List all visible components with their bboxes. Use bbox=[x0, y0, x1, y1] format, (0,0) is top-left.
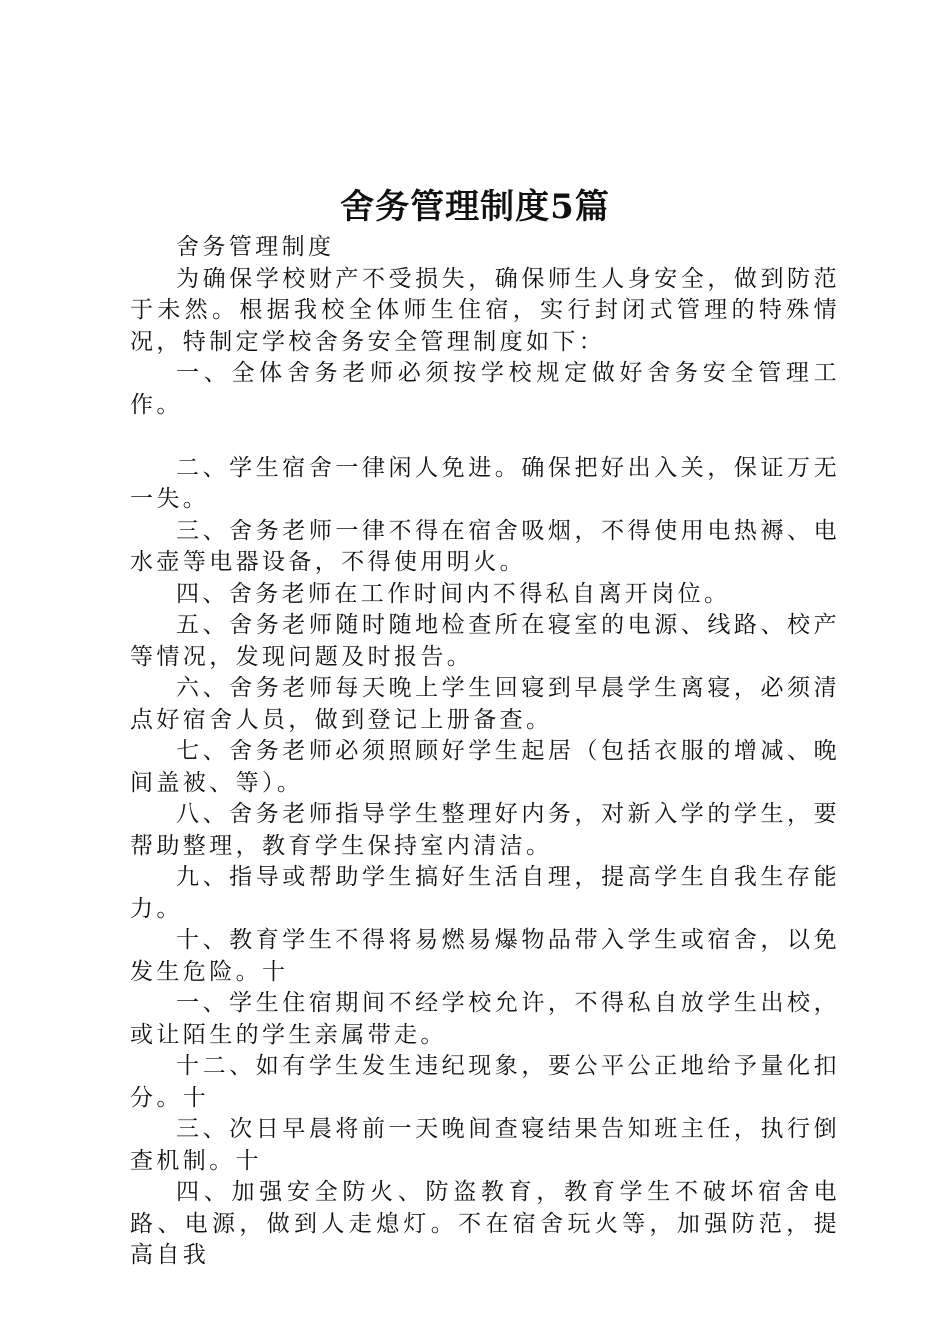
rule-14: 四、加强安全防火、防盗教育，教育学生不破坏宿舍电路、电源，做到人走熄灯。不在宿舍玩火等，加强防范，提高自我 bbox=[130, 1179, 840, 1268]
rule-4: 四、舍务老师在工作时间内不得私自离开岗位。 bbox=[176, 580, 731, 607]
intro-paragraph: 为确保学校财产不受损失，确保师生人身安全，做到防范于未然。根据我校全体师生住宿，实行封闭式管理的特殊情况，特制定学校舍务安全管理制度如下： bbox=[130, 265, 840, 355]
rule-7: 七、舍务老师必须照顾好学生起居（包括衣服的增减、晚间盖被、等）。 bbox=[130, 738, 840, 796]
document-title: 舍务管理制度5篇 bbox=[340, 187, 610, 227]
rule-1: 一、全体舍务老师必须按学校规定做好舍务安全管理工作。 bbox=[130, 360, 840, 418]
rule-2: 二、学生宿舍一律闲人免进。确保把好出入关，保证万无一失。 bbox=[130, 454, 840, 512]
rule-3: 三、舍务老师一律不得在宿舍吸烟，不得使用电热褥、电水壶等电器设备，不得使用明火。 bbox=[130, 517, 840, 575]
rule-12: 十二、如有学生发生违纪现象，要公平公正地给予量化扣分。十 bbox=[130, 1053, 840, 1111]
rule-11: 一、学生住宿期间不经学校允许，不得私自放学生出校，或让陌生的学生亲属带走。 bbox=[130, 990, 840, 1048]
rule-5: 五、舍务老师随时随地检查所在寝室的电源、线路、校产等情况，发现问题及时报告。 bbox=[130, 612, 840, 670]
rule-10: 十、教育学生不得将易燃易爆物品带入学生或宿舍，以免发生危险。十 bbox=[130, 927, 840, 985]
rule-8: 八、舍务老师指导学生整理好内务，对新入学的学生，要帮助整理，教育学生保持室内清洁。 bbox=[130, 801, 840, 859]
rule-9: 九、指导或帮助学生搞好生活自理，提高学生自我生存能力。 bbox=[130, 864, 840, 922]
section-heading: 舍务管理制度 bbox=[176, 234, 335, 260]
document-body bbox=[130, 232, 840, 1272]
rule-6: 六、舍务老师每天晚上学生回寝到早晨学生离寝，必须清点好宿舍人员，做到登记上册备查。 bbox=[130, 675, 840, 733]
rule-13: 三、次日早晨将前一天晚间查寝结果告知班主任，执行倒查机制。十 bbox=[130, 1116, 840, 1174]
